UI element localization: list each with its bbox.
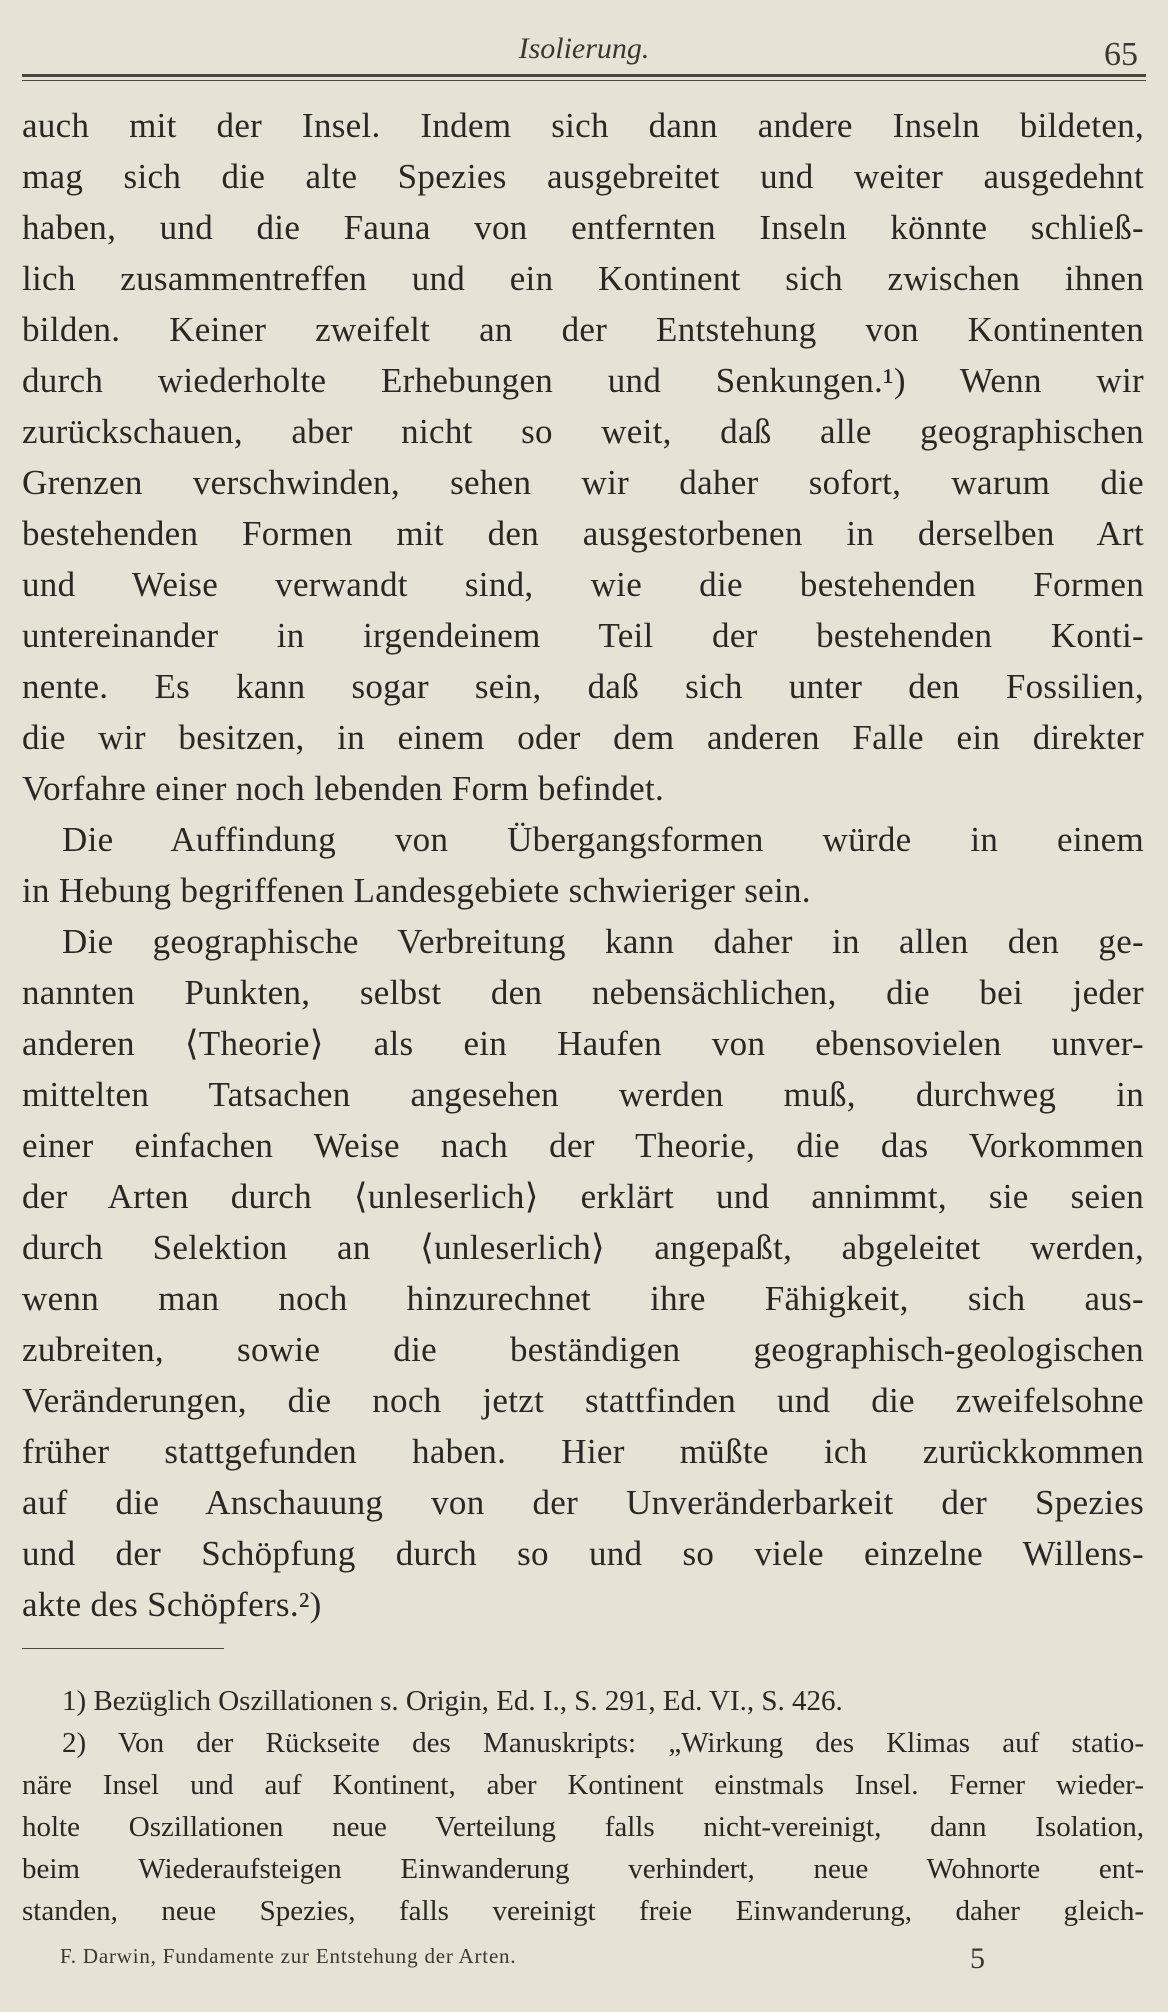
header-rule (22, 74, 1146, 81)
footnote-line: näre Insel und auf Kontinent, aber Kontinent einstmals Insel. Ferner wieder- (22, 1769, 1144, 1801)
footnote-line: beim Wiederaufsteigen Einwanderung verhindert, neue Wohnorte ent- (22, 1853, 1144, 1885)
body-text (22, 100, 1144, 1630)
body-line: anderen ⟨Theorie⟩ als ein Haufen von ebensovielen unver- (22, 1024, 1144, 1063)
body-line: Die geographische Verbreitung kann daher in allen den ge- (62, 922, 1144, 961)
signature-line (60, 1944, 1108, 1984)
body-line: mag sich die alte Spezies ausgebreitet und weiter ausgedehnt (22, 157, 1144, 196)
body-line: der Arten durch ⟨unleserlich⟩ erklärt und annimmt, sie seien (22, 1177, 1144, 1216)
body-line: einer einfachen Weise nach der Theorie, die das Vorkommen (22, 1126, 1144, 1165)
body-line: auf die Anschauung von der Unveränderbarkeit der Spezies (22, 1483, 1144, 1522)
body-line: untereinander in irgendeinem Teil der bestehenden Konti- (22, 616, 1144, 655)
body-line: zubreiten, sowie die beständigen geographisch-geologischen (22, 1330, 1144, 1369)
body-line: wenn man noch hinzurechnet ihre Fähigkeit, sich aus- (22, 1279, 1144, 1318)
body-line: durch Selektion an ⟨unleserlich⟩ angepaßt, abgeleitet werden, (22, 1228, 1144, 1267)
body-line: lich zusammentreffen und ein Kontinent sich zwischen ihnen (22, 259, 1144, 298)
footnote-line: standen, neue Spezies, falls vereinigt freie Einwanderung, daher gleich- (22, 1895, 1144, 1927)
page-number: 65 (1104, 36, 1138, 73)
body-line: mittelten Tatsachen angesehen werden muß, durchweg in (22, 1075, 1144, 1114)
body-line: akte des Schöpfers.²) (22, 1585, 322, 1624)
body-line: die wir besitzen, in einem oder dem anderen Falle ein direkter (22, 718, 1144, 757)
body-line: und der Schöpfung durch so und so viele einzelne Willens- (22, 1534, 1144, 1573)
body-line: durch wiederholte Erhebungen und Senkungen.¹) Wenn wir (22, 361, 1144, 400)
body-line: zurückschauen, aber nicht so weit, daß alle geographischen (22, 412, 1144, 451)
body-line: Vorfahre einer noch lebenden Form befindet. (22, 769, 665, 808)
body-line: in Hebung begriffenen Landesgebiete schwieriger sein. (22, 871, 811, 910)
body-line: früher stattgefunden haben. Hier müßte ich zurückkommen (22, 1432, 1144, 1471)
body-line: auch mit der Insel. Indem sich dann andere Inseln bildeten, (22, 106, 1144, 145)
body-line: nente. Es kann sogar sein, daß sich unter den Fossilien, (22, 667, 1144, 706)
footnotes (22, 1680, 1144, 1932)
running-title: Isolierung. (518, 32, 650, 65)
footnote-line: holte Oszillationen neue Verteilung falls nicht-vereinigt, dann Isolation, (22, 1811, 1144, 1843)
footnote-rule (22, 1648, 224, 1649)
body-line: Veränderungen, die noch jetzt stattfinden und die zweifelsohne (22, 1381, 1144, 1420)
footnote-line: 1) Bezüglich Oszillationen s. Origin, Ed. I., S. 291, Ed. VI., S. 426. (62, 1685, 843, 1717)
signature-text: F. Darwin, Fundamente zur Entstehung der Arten. (60, 1944, 517, 1968)
body-line: haben, und die Fauna von entfernten Inseln könnte schließ- (22, 208, 1144, 247)
body-line: Grenzen verschwinden, sehen wir daher sofort, warum die (22, 463, 1144, 502)
body-line: nannten Punkten, selbst den nebensächlichen, die bei jeder (22, 973, 1144, 1012)
page-header (22, 18, 1146, 78)
body-line: und Weise verwandt sind, wie die bestehenden Formen (22, 565, 1144, 604)
body-line: bilden. Keiner zweifelt an der Entstehung von Kontinenten (22, 310, 1144, 349)
footnote-line: 2) Von der Rückseite des Manuskripts: „Wirkung des Klimas auf statio- (62, 1727, 1144, 1759)
body-line: bestehenden Formen mit den ausgestorbenen in derselben Art (22, 514, 1144, 553)
body-line: Die Auffindung von Übergangsformen würde in einem (62, 820, 1144, 859)
signature-mark: 5 (970, 1942, 985, 1975)
